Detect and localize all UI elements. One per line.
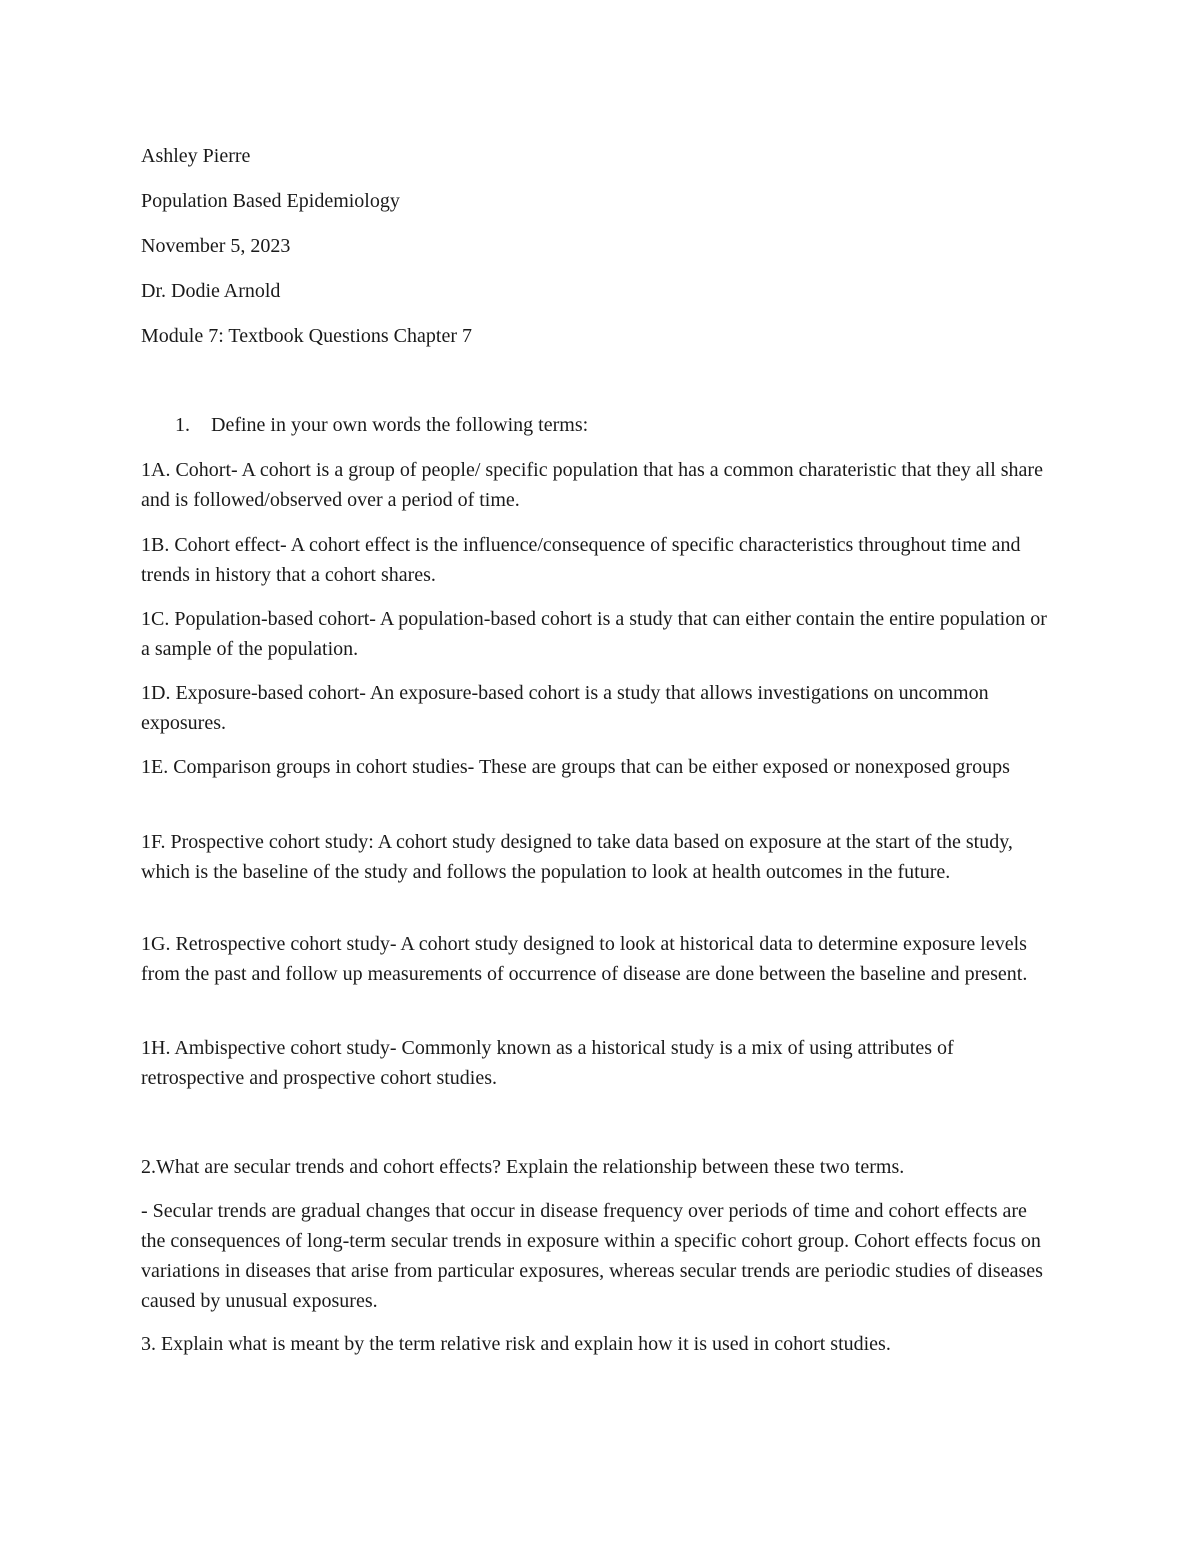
document-date: November 5, 2023 (141, 235, 291, 257)
definition-1h: 1H. Ambispective cohort study- Commonly known as a historical study is a mix of using attributes of retrospective and prospective cohort studies. (141, 1037, 954, 1089)
definition-1g: 1G. Retrospective cohort study- A cohort study designed to look at historical data to determine exposure levels from the past and follow up measurements of occurrence of disease are done between the baseline and present. (141, 933, 1028, 985)
definition-1b: 1B. Cohort effect- A cohort effect is the influence/consequence of specific characteristics throughout time and trends in history that a cohort shares. (141, 534, 1021, 586)
definition-1f: 1F. Prospective cohort study: A cohort study designed to take data based on exposure at the start of the study, which is the baseline of the study and follows the population to look at health outcomes in the future. (141, 831, 1013, 883)
definition-1e: 1E. Comparison groups in cohort studies- These are groups that can be either exposed or nonexposed groups (141, 756, 1010, 778)
author-name: Ashley Pierre (141, 145, 251, 167)
course-name: Population Based Epidemiology (141, 190, 400, 212)
question-2-answer: - Secular trends are gradual changes that occur in disease frequency over periods of time and cohort effects are the consequences of long-term secular trends in exposure within a specific cohort group. Cohort effects focus on variations in diseases that arise from particular exposures, whereas secular trends are periodic studies of diseases caused by unusual exposures. (141, 1200, 1043, 1312)
instructor-name: Dr. Dodie Arnold (141, 280, 281, 302)
question-1-number: 1. (175, 414, 190, 436)
assignment-title: Module 7: Textbook Questions Chapter 7 (141, 325, 472, 347)
question-1 (175, 412, 588, 438)
definition-1c: 1C. Population-based cohort- A population-based cohort is a study that can either contain the entire population or a sample of the population. (141, 608, 1047, 660)
definition-1a: 1A. Cohort- A cohort is a group of people/ specific population that has a common charateristic that they all share and is followed/observed over a period of time. (141, 459, 1043, 511)
question-1-text: Define in your own words the following terms: (211, 414, 589, 436)
question-3: 3. Explain what is meant by the term relative risk and explain how it is used in cohort studies. (141, 1333, 891, 1355)
question-2: 2.What are secular trends and cohort effects? Explain the relationship between these two terms. (141, 1156, 905, 1178)
definition-1d: 1D. Exposure-based cohort- An exposure-based cohort is a study that allows investigations on uncommon exposures. (141, 682, 989, 734)
